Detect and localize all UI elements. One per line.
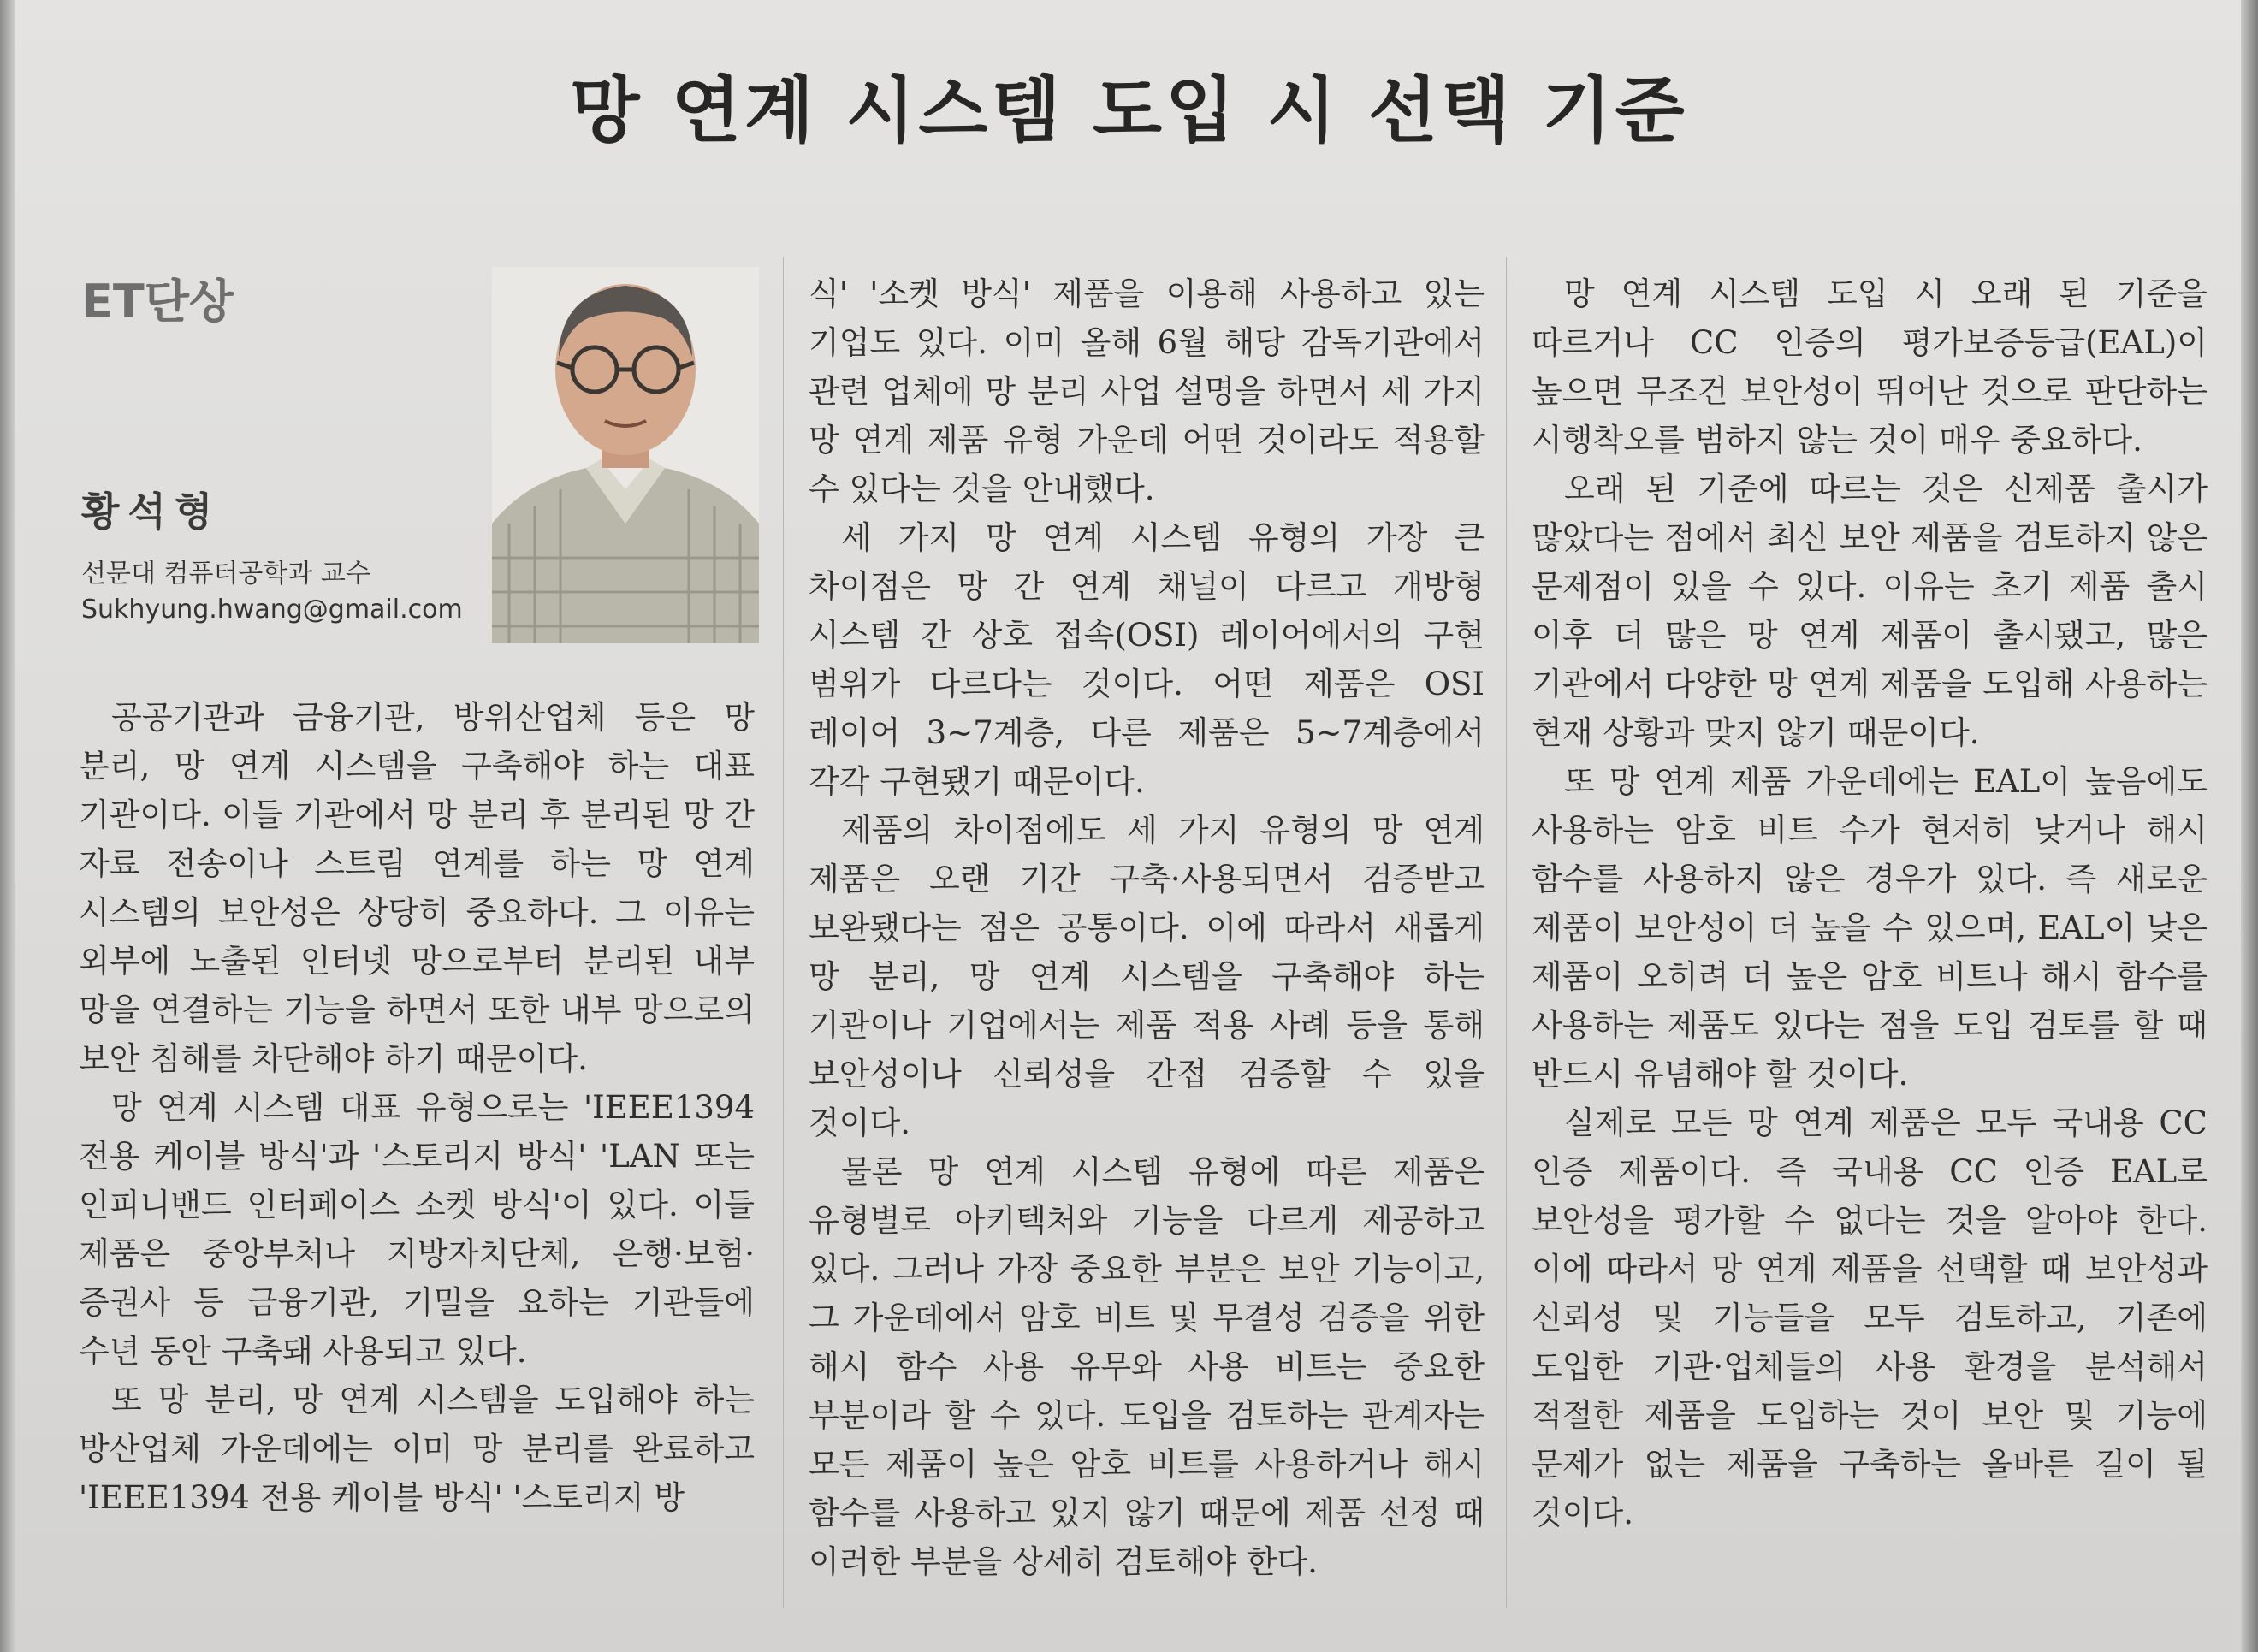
article-title: 망 연계 시스템 도입 시 선택 기준: [570, 68, 1688, 152]
author-affiliation: 선문대 컴퓨터공학과 교수: [81, 559, 370, 589]
author-portrait-illustration: [492, 267, 759, 643]
paragraph: 망 연계 시스템 대표 유형으로는 'IEEE1394 전용 케이블 방식'과 '스토리지 방식' 'LAN 또는 인피니밴드 인터페이스 소켓 방식'이 있다. 이들 제품은 중앙부처나 지방자치단체, 은행·보험·증권사 등 금융기관, 기밀을 요하는 기관들에 수년 동안 구축돼 사용되고 있다.: [79, 1089, 755, 1370]
paragraph: 또 망 분리, 망 연계 시스템을 도입해야 하는 방산업체 가운데에는 이미 망 분리를 완료하고 'IEEE1394 전용 케이블 방식' '스토리지 방: [79, 1382, 755, 1516]
paragraph: 망 연계 시스템 도입 시 오래 된 기준을 따르거나 CC 인증의 평가보증등급(EAL)이 높으면 무조건 보안성이 뛰어난 것으로 판단하는 시행착오를 범하지 않는 것이 매우 중요하다.: [1532, 275, 2208, 459]
page-edge-right: [2241, 0, 2258, 1652]
article-column-3: [1532, 269, 2208, 1537]
paragraph: 실제로 모든 망 연계 제품은 모두 국내용 CC 인증 제품이다. 즉 국내용 CC 인증 EAL로 보안성을 평가할 수 없다는 것을 알아야 한다. 이에 따라서 망 연계 제품을 선택할 때 보안성과 신뢰성 및 기능들을 모두 검토하고, 기존에 도입한 기관·업체들의 사용 환경을 분석해서 적절한 제품을 도입하는 것이 보안 및 기능에 문제가 없는 제품을 구축하는 올바른 길이 될 것이다.: [1532, 1104, 2208, 1531]
page-edge-left: [0, 0, 15, 1652]
paragraph: 물론 망 연계 시스템 유형에 따른 제품은 유형별로 아키텍처와 기능을 다르게 제공하고 있다. 그러나 가장 중요한 부분은 보안 기능이고, 그 가운데에서 암호 비트 및 무결성 검증을 위한 해시 함수 사용 유무와 사용 비트는 중요한 부분이라 할 수 있다. 도입을 검토하는 관계자는 모든 제품이 높은 암호 비트를 사용하거나 해시 함수를 사용하고 있지 않기 때문에 제품 선정 때 이러한 부분을 상세히 검토해야 한다.: [809, 1153, 1485, 1580]
paragraph: 공공기관과 금융기관, 방위산업체 등은 망 분리, 망 연계 시스템을 구축해야 하는 대표 기관이다. 이들 기관에서 망 분리 후 분리된 망 간 자료 전송이나 스트림 연계를 하는 망 연계 시스템의 보안성은 상당히 중요하다. 그 이유는 외부에 노출된 인터넷 망으로부터 분리된 내부 망을 연결하는 기능을 하면서 또한 내부 망으로의 보안 침해를 차단해야 하기 때문이다.: [79, 699, 755, 1077]
paragraph: 또 망 연계 제품 가운데에는 EAL이 높음에도 사용하는 암호 비트 수가 현저히 낮거나 해시 함수를 사용하지 않은 경우가 있다. 즉 새로운 제품이 보안성이 더 높을 수 있으며, EAL이 낮은 제품이 오히려 더 높은 암호 비트나 해시 함수를 사용하는 제품도 있다는 점을 도입 검토를 할 때 반드시 유념해야 할 것이다.: [1532, 763, 2208, 1092]
article-column-1: [79, 693, 755, 1522]
paragraph: 식' '소켓 방식' 제품을 이용해 사용하고 있는 기업도 있다. 이미 올해 6월 해당 감독기관에서 관련 업체에 망 분리 사업 설명을 하면서 세 가지 망 연계 제품 유형 가운데 어떤 것이라도 적용할 수 있다는 것을 안내했다.: [809, 275, 1485, 507]
column-tag: ET단상: [81, 275, 234, 329]
paragraph: 제품의 차이점에도 세 가지 유형의 망 연계 제품은 오랜 기간 구축·사용되면서 검증받고 보완됐다는 점은 공통이다. 이에 따라서 새롭게 망 분리, 망 연계 시스템을 구축해야 하는 기관이나 기업에서는 제품 적용 사례 등을 통해 보안성이나 신뢰성을 간접 검증할 수 있을 것이다.: [809, 812, 1485, 1141]
article-column-2: [809, 269, 1485, 1586]
author-email: Sukhyung.hwang@gmail.com: [81, 595, 463, 625]
paragraph: 오래 된 기준에 따르는 것은 신제품 출시가 많았다는 점에서 최신 보안 제품을 검토하지 않은 문제점이 있을 수 있다. 이유는 초기 제품 출시 이후 더 많은 망 연계 제품이 출시됐고, 많은 기관에서 다양한 망 연계 제품을 도입해 사용하는 현재 상황과 맞지 않기 때문이다.: [1532, 471, 2208, 751]
paragraph: 세 가지 망 연계 시스템 유형의 가장 큰 차이점은 망 간 연계 채널이 다르고 개방형 시스템 간 상호 접속(OSI) 레이어에서의 구현 범위가 다르다는 것이다. 어떤 제품은 OSI 레이어 3~7계층, 다른 제품은 5~7계층에서 각각 구현됐기 때문이다.: [809, 519, 1485, 800]
author-name: 황석형: [81, 488, 222, 535]
author-photo: [492, 267, 759, 643]
column-divider: [1506, 257, 1507, 1608]
column-divider: [783, 257, 784, 1608]
